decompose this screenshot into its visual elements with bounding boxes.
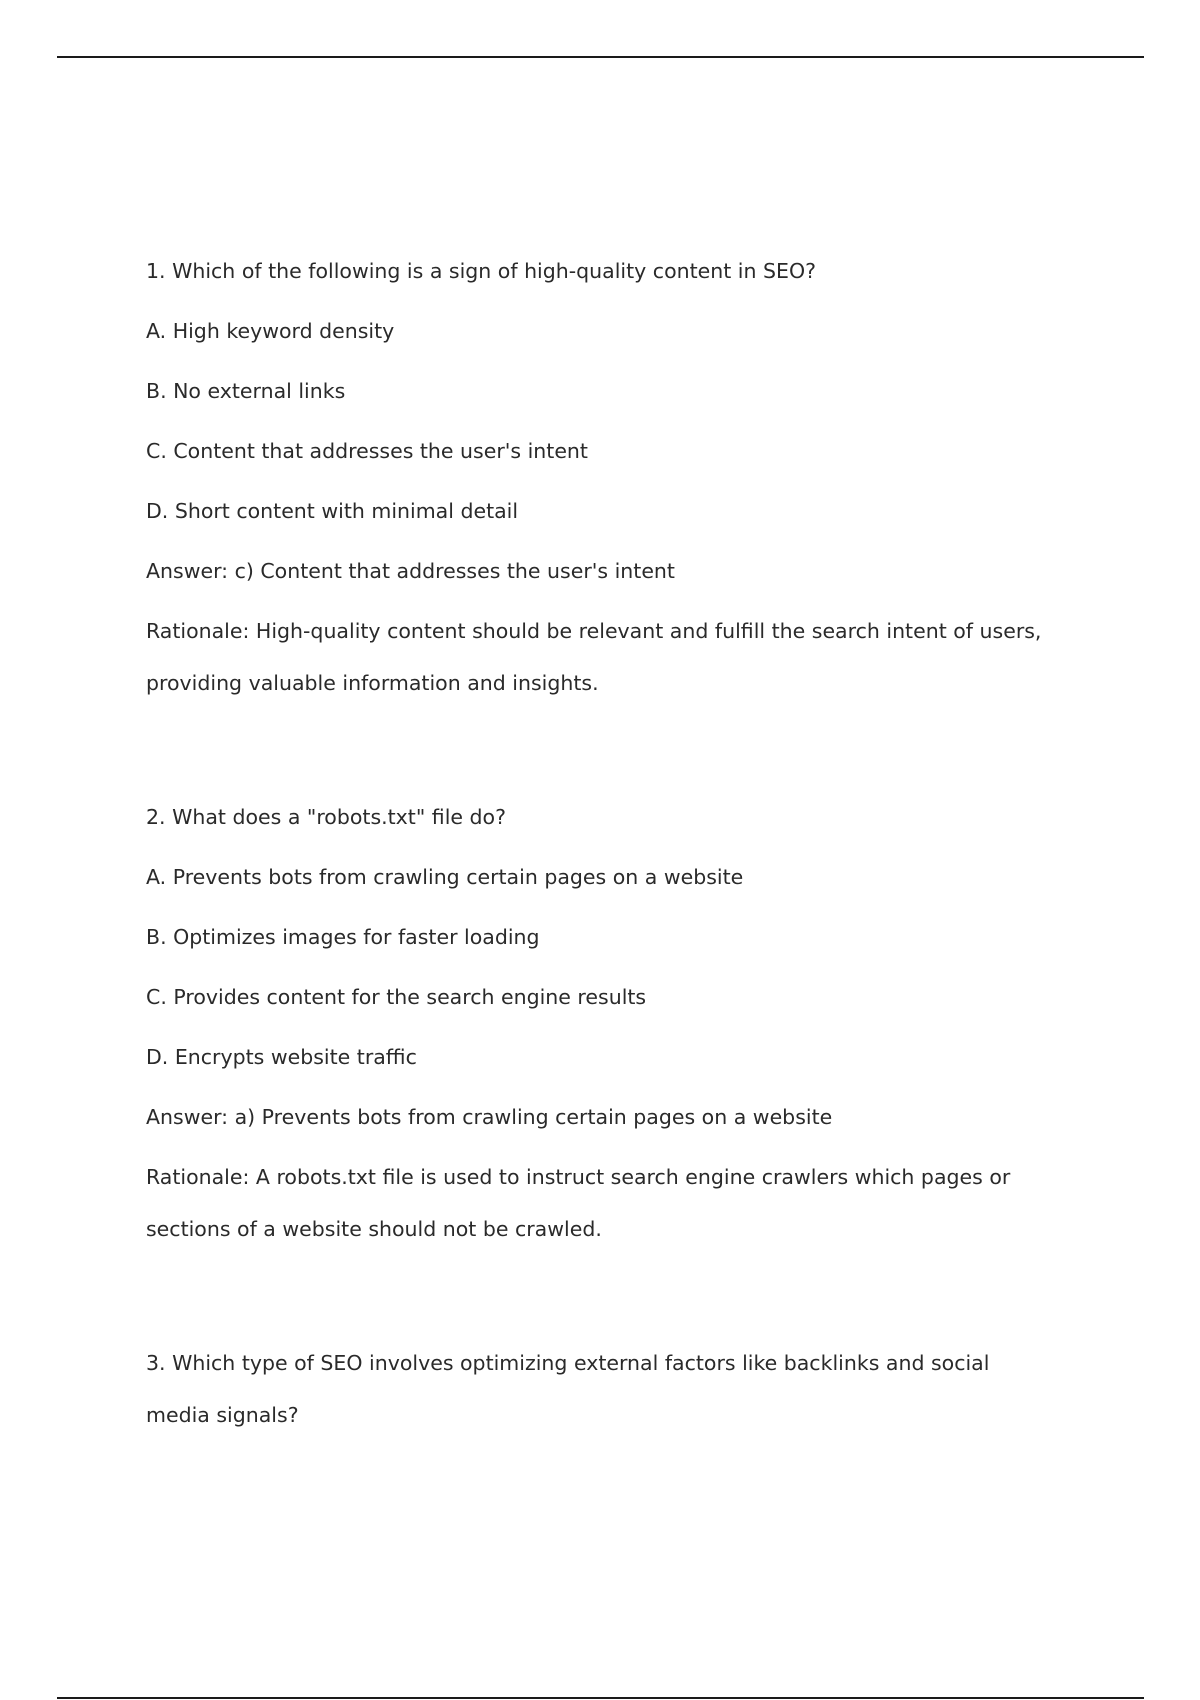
rationale-line-2: providing valuable information and insights. — [146, 671, 599, 695]
question-prompt-line-2: media signals? — [146, 1403, 299, 1427]
question-block — [146, 804, 1106, 1242]
question-prompt-line-1: 3. Which type of SEO involves optimizing external factors like backlinks and social — [146, 1351, 990, 1375]
question-prompt: 1. Which of the following is a sign of high-quality content in SEO? — [146, 259, 816, 283]
top-rule — [57, 56, 1144, 58]
option-c: C. Provides content for the search engine results — [146, 985, 647, 1009]
option-b: B. No external links — [146, 379, 346, 403]
question-block — [146, 1350, 1106, 1428]
question-block — [146, 258, 1106, 696]
option-b: B. Optimizes images for faster loading — [146, 925, 540, 949]
rationale-line-1: Rationale: A robots.txt file is used to instruct search engine crawlers which pages or — [146, 1165, 1011, 1189]
option-d: D. Encrypts website traffic — [146, 1045, 417, 1069]
option-a: A. Prevents bots from crawling certain pages on a website — [146, 865, 744, 889]
option-c: C. Content that addresses the user's intent — [146, 439, 588, 463]
rationale-line-2: sections of a website should not be crawled. — [146, 1217, 602, 1241]
answer: Answer: c) Content that addresses the user's intent — [146, 559, 675, 583]
document-body — [146, 258, 1106, 1428]
answer: Answer: a) Prevents bots from crawling certain pages on a website — [146, 1105, 833, 1129]
question-prompt: 2. What does a "robots.txt" file do? — [146, 805, 506, 829]
rationale-line-1: Rationale: High-quality content should be relevant and fulfill the search intent of users, — [146, 619, 1042, 643]
option-a: A. High keyword density — [146, 319, 395, 343]
option-d: D. Short content with minimal detail — [146, 499, 519, 523]
bottom-rule — [57, 1697, 1144, 1699]
